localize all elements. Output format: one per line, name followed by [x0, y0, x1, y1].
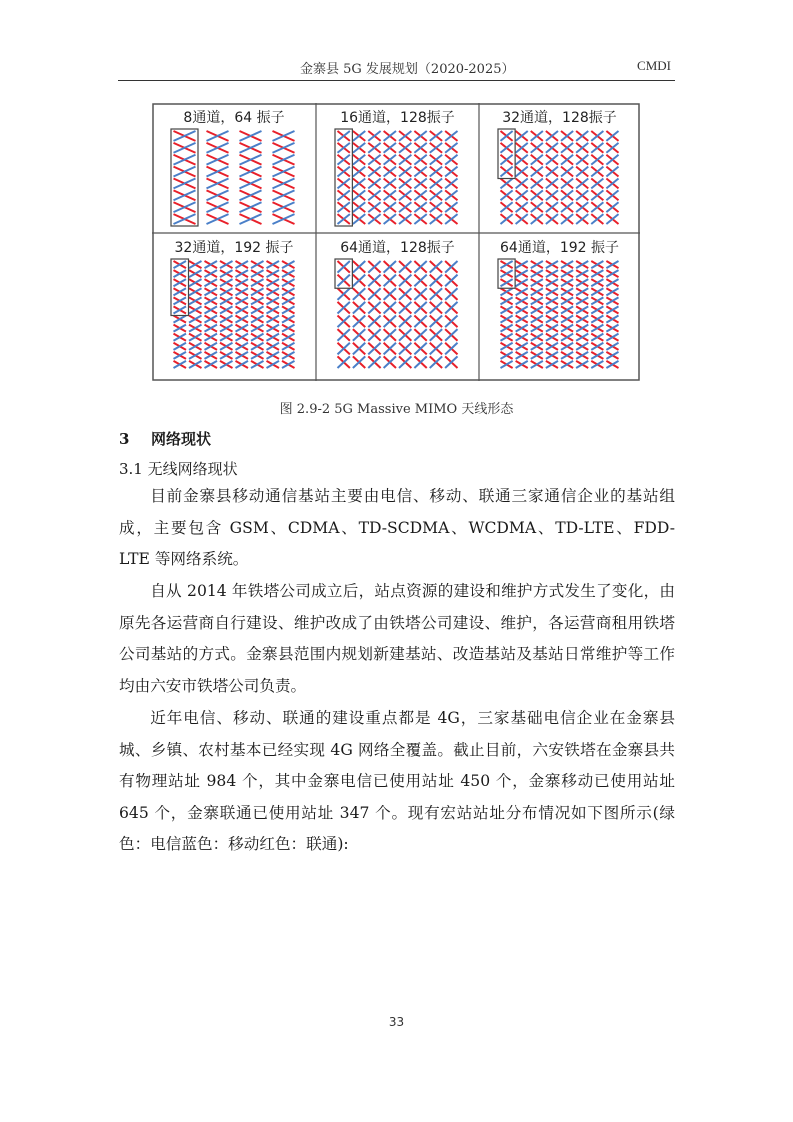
- paragraph-text: 近年电信、移动、联通的建设重点都是 4G，三家基础电信企业在金寨县城、乡镇、农村基本已经实现 4G 网络全覆盖。截止目前，六安铁塔在金寨县共有物理站址 984 个，其中金寨电信已使用站址 450 个，金寨移动已使用站址 645 个，金寨联通已使用站址 347 个。现有宏站站址分布情况如下图所示(绿色：电信蓝色：移动红色：联通):: [119, 709, 675, 853]
- paragraph-text: 自从 2014 年铁塔公司成立后，站点资源的建设和维护方式发生了变化，由原先各运营商自行建设、维护改成了由铁塔公司建设、维护，各运营商租用铁塔公司基站的方式。金寨县范围内规划新建基站、改造基站及基站日常维护等工作均由六安市铁塔公司负责。: [119, 582, 675, 695]
- subsection-heading: 3.1 无线网络现状: [119, 460, 238, 478]
- paragraph-1: [119, 481, 675, 576]
- figure-caption: 图 2.9-2 5G Massive MIMO 天线形态: [279, 402, 514, 417]
- section-title: 网络现状: [151, 430, 212, 448]
- running-header-title: 金寨县 5G 发展规划（2020-2025）: [300, 62, 515, 77]
- running-header-org: CMDI: [637, 58, 671, 73]
- panel-label: 16通道，128振子: [340, 110, 455, 126]
- paragraph-text: 目前金寨县移动通信基站主要由电信、移动、联通三家通信企业的基站组成，主要包含 GSM、CDMA、TD-SCDMA、WCDMA、TD-LTE、FDD-LTE 等网络系统。: [119, 487, 675, 568]
- panel-label: 8通道，64 振子: [183, 110, 285, 126]
- panel-label: 64通道，192 振子: [500, 240, 619, 256]
- paragraph-3: [119, 703, 675, 861]
- paragraph-2: [119, 576, 675, 702]
- panel-label: 32通道，128振子: [502, 110, 617, 126]
- section-number: 3: [119, 430, 130, 448]
- section-heading: [119, 428, 211, 449]
- header-divider: [118, 80, 675, 81]
- panel-label: 64通道，128振子: [340, 240, 455, 256]
- channel-group-box: [335, 259, 352, 288]
- page-number: 33: [388, 1015, 405, 1029]
- panel-label: 32通道，192 振子: [174, 240, 294, 256]
- massive-mimo-antenna-diagram: [152, 103, 640, 381]
- antenna-figure: [152, 103, 640, 381]
